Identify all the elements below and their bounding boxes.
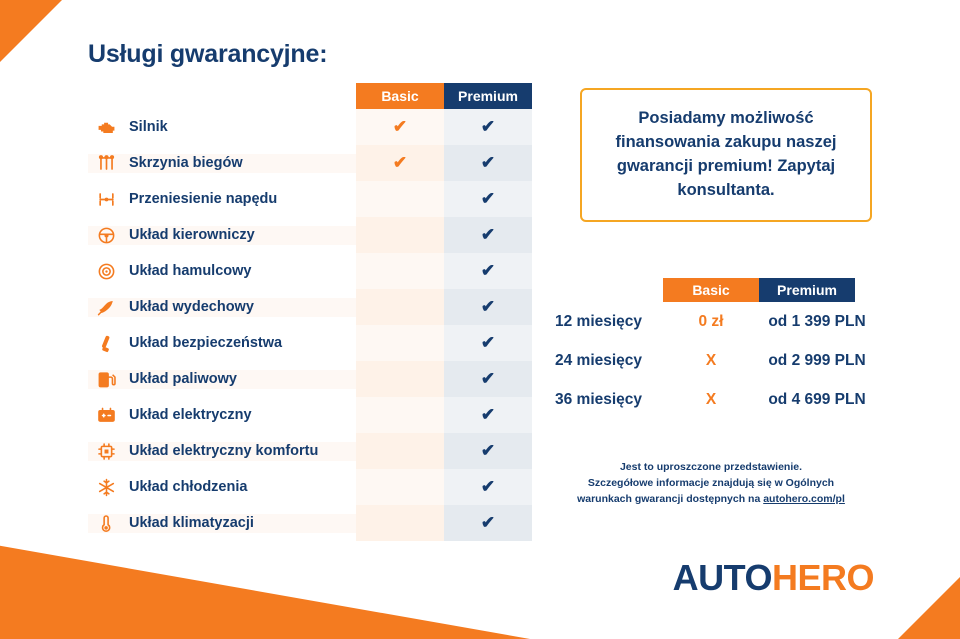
feature-label: Układ chłodzenia <box>129 479 248 495</box>
basic-availability-mark <box>356 253 444 289</box>
brake-disc-icon <box>97 262 116 281</box>
premium-availability-mark: ✔ <box>444 397 532 433</box>
pricing-premium-value: od 2 999 PLN <box>768 351 866 369</box>
feature-label-cell <box>88 514 356 533</box>
feature-label-cell <box>88 334 356 353</box>
disclaimer-note <box>556 460 866 507</box>
decorative-corner-top-left <box>0 0 62 62</box>
autohero-logo <box>673 557 874 599</box>
features-table-header <box>88 83 532 109</box>
financing-promo-text: Posiadamy możliwość finansowania zakupu naszej gwarancji premium! Zapytaj konsultanta. <box>615 109 837 199</box>
basic-availability-mark <box>356 181 444 217</box>
chip-icon <box>97 442 116 461</box>
basic-availability-mark <box>356 361 444 397</box>
table-row <box>88 181 532 217</box>
feature-label: Układ hamulcowy <box>129 263 252 279</box>
pricing-basic-value: X <box>705 390 717 408</box>
feature-label-cell <box>88 118 356 137</box>
logo-text-hero: HERO <box>771 557 874 598</box>
pricing-column-header-basic: Basic <box>663 278 759 302</box>
features-table-body <box>88 109 532 541</box>
feature-label-cell <box>88 154 356 173</box>
pricing-column-header-premium: Premium <box>759 278 855 302</box>
basic-availability-mark <box>356 217 444 253</box>
pricing-premium-value: od 4 699 PLN <box>768 390 866 408</box>
disclaimer-line-3 <box>556 492 866 508</box>
feature-label: Układ paliwowy <box>129 371 237 387</box>
table-row <box>88 397 532 433</box>
basic-availability-mark <box>356 289 444 325</box>
feature-label: Silnik <box>129 119 168 135</box>
basic-availability-mark <box>356 397 444 433</box>
premium-availability-mark: ✔ <box>444 181 532 217</box>
pricing-period-label: 24 miesięcy <box>555 351 643 369</box>
feature-label: Przeniesienie napędu <box>129 191 278 207</box>
pricing-table-body <box>555 302 875 419</box>
feature-label: Układ klimatyzacji <box>129 515 254 531</box>
thermometer-icon <box>97 514 116 533</box>
column-header-basic: Basic <box>356 83 444 109</box>
drivetrain-icon <box>97 190 116 209</box>
premium-availability-mark: ✔ <box>444 217 532 253</box>
basic-availability-mark: ✔ <box>356 109 444 145</box>
premium-availability-mark: ✔ <box>444 469 532 505</box>
table-row <box>88 325 532 361</box>
financing-promo-box <box>580 88 872 222</box>
table-row <box>88 253 532 289</box>
pricing-table-header <box>663 278 875 302</box>
feature-label-cell <box>88 190 356 209</box>
premium-availability-mark: ✔ <box>444 289 532 325</box>
gearbox-icon <box>97 154 116 173</box>
battery-icon <box>97 406 116 425</box>
pricing-table <box>555 278 875 419</box>
pricing-period-label: 36 miesięcy <box>555 390 643 408</box>
seatbelt-icon <box>97 334 116 353</box>
basic-availability-mark <box>356 505 444 541</box>
premium-availability-mark: ✔ <box>444 433 532 469</box>
feature-label: Układ wydechowy <box>129 299 254 315</box>
disclaimer-line-3-prefix: warunkach gwarancji dostępnych na <box>577 492 764 505</box>
premium-availability-mark: ✔ <box>444 505 532 541</box>
page-title: Usługi gwarancyjne: <box>88 40 328 68</box>
fuel-pump-icon <box>97 370 116 389</box>
table-row <box>88 109 532 145</box>
pricing-basic-value: X <box>705 351 717 369</box>
feature-label: Układ elektryczny <box>129 407 252 423</box>
pricing-premium-value: od 1 399 PLN <box>768 312 866 330</box>
premium-availability-mark: ✔ <box>444 325 532 361</box>
premium-availability-mark: ✔ <box>444 253 532 289</box>
feature-label: Układ elektryczny komfortu <box>129 443 319 459</box>
decorative-band-bottom-left <box>0 544 530 639</box>
pricing-row <box>555 302 875 341</box>
feature-label-cell <box>88 226 356 245</box>
features-table <box>88 83 532 541</box>
disclaimer-line-1: Jest to uproszczone przedstawienie. <box>619 461 803 473</box>
basic-availability-mark <box>356 433 444 469</box>
table-row <box>88 145 532 181</box>
column-header-premium: Premium <box>444 83 532 109</box>
feature-label: Układ bezpieczeństwa <box>129 335 283 351</box>
table-row <box>88 217 532 253</box>
feature-label-cell <box>88 478 356 497</box>
premium-availability-mark: ✔ <box>444 361 532 397</box>
feature-label-cell <box>88 298 356 317</box>
table-row <box>88 505 532 541</box>
pricing-period-label: 12 miesięcy <box>555 312 643 330</box>
premium-availability-mark: ✔ <box>444 145 532 181</box>
engine-icon <box>97 118 116 137</box>
table-row <box>88 469 532 505</box>
feature-label: Skrzynia biegów <box>129 155 243 171</box>
basic-availability-mark <box>356 469 444 505</box>
feature-label: Układ kierowniczy <box>129 227 255 243</box>
table-row <box>88 289 532 325</box>
premium-availability-mark: ✔ <box>444 109 532 145</box>
decorative-corner-bottom-right <box>898 577 960 639</box>
feature-label-cell <box>88 262 356 281</box>
table-row <box>88 433 532 469</box>
pricing-basic-value: 0 zł <box>698 312 724 330</box>
exhaust-icon <box>97 298 116 317</box>
feature-label-cell <box>88 406 356 425</box>
feature-label-cell <box>88 370 356 389</box>
warranty-services-panel <box>88 40 538 541</box>
pricing-row <box>555 380 875 419</box>
steering-wheel-icon <box>97 226 116 245</box>
table-row <box>88 361 532 397</box>
basic-availability-mark <box>356 325 444 361</box>
autohero-website-link[interactable]: autohero.com/pl <box>763 492 845 505</box>
pricing-row <box>555 341 875 380</box>
snowflake-icon <box>97 478 116 497</box>
logo-text-auto: AUTO <box>672 557 772 598</box>
disclaimer-line-2: Szczegółowe informacje znajdują się w Ogólnych <box>587 476 835 489</box>
basic-availability-mark: ✔ <box>356 145 444 181</box>
feature-label-cell <box>88 442 356 461</box>
